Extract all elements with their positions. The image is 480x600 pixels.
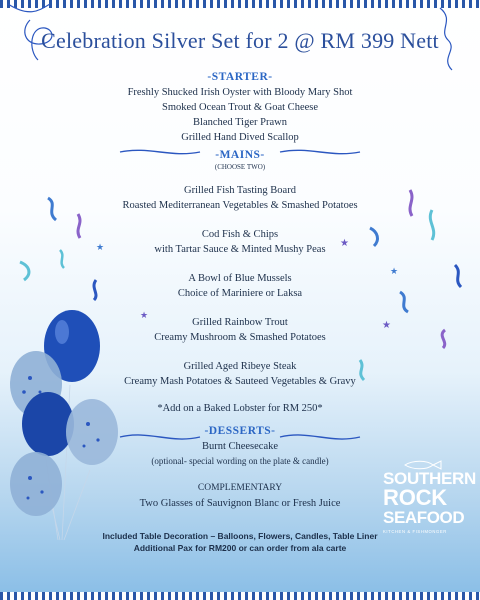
dessert-note: (optional- special wording on the plate & candle) [151,456,329,466]
confetti-ribbon [455,265,461,287]
confetti-ribbon [78,214,80,238]
lobster-addon: *Add on a Baked Lobster for RM 250* [157,403,323,414]
balloon [10,351,62,417]
starter-item: Blanched Tiger Prawn [193,117,287,128]
confetti-ribbon [48,198,56,220]
main-option [90,227,390,257]
main-option-name: Cod Fish & Chips [201,229,279,240]
confetti-ribbon [442,330,445,348]
main-option [90,271,390,301]
balloon [10,452,62,516]
complementary-item: Two Glasses of Sauvignon Blanc or Fresh Juice [139,498,341,509]
fish-icon [403,460,443,470]
confetti-ribbon [20,262,29,280]
main-option-name: Grilled Rainbow Trout [192,317,288,328]
main-option [90,315,390,345]
main-option-name: A Bowl of Blue Mussels [188,273,292,284]
logo-line: SEAFOOD [383,508,465,527]
logo-tagline: KITCHEN & FISHMONGER [383,529,447,534]
starter-item: Freshly Shucked Irish Oyster with Bloody Mary Shot [127,87,353,98]
confetti-ribbon [430,210,433,240]
starter-item: Grilled Hand Dived Scallop [181,132,299,143]
main-option-desc: Creamy Mash Potatoes & Sauteed Vegetables & Gravy [124,376,356,387]
main-option-desc: Choice of Mariniere or Laksa [177,288,303,299]
starter-item: Smoked Ocean Trout & Goat Cheese [161,102,319,113]
main-option-desc: with Tartar Sauce & Minted Mushy Peas [154,244,326,255]
star-icon: ★ [382,320,391,331]
confetti-ribbon [60,250,64,268]
complementary-heading: COMPLEMENTARY [197,483,283,493]
logo-line: ROCK [383,485,447,510]
menu-body [90,70,390,511]
main-option [90,359,390,389]
restaurant-logo [383,469,476,534]
footer-line: Included Table Decoration – Balloons, Flowers, Candles, Table Liner [102,531,378,541]
main-option-name: Grilled Aged Ribeye Steak [183,361,297,372]
star-icon: ★ [140,310,149,320]
star-icon: ★ [96,242,105,252]
main-option-desc: Roasted Mediterranean Vegetables & Smashed Potatoes [122,200,358,211]
footer-line: Additional Pax for RM200 or can order from ala carte [133,543,347,553]
main-option-desc: Creamy Mushroom & Smashed Potatoes [154,332,326,343]
star-icon: ★ [340,238,349,249]
desserts-heading: -DESSERTS- [204,425,276,437]
dessert-item: Burnt Cheesecake [201,441,279,452]
mains-heading: -MAINS- [215,149,265,161]
mains-subheading: (CHOOSE TWO) [214,163,266,171]
star-icon: ★ [390,266,399,276]
confetti-ribbon [410,190,412,216]
main-option [90,183,390,213]
top-border [0,0,480,8]
main-option-name: Grilled Fish Tasting Board [184,185,296,196]
balloon [22,392,74,456]
logo-line: SOUTHERN [383,469,476,488]
menu-title: Celebration Silver Set for 2 @ RM 399 Nett [41,28,439,53]
starter-heading: -STARTER- [207,71,273,83]
bottom-border [0,592,480,600]
confetti-ribbon [400,292,408,312]
